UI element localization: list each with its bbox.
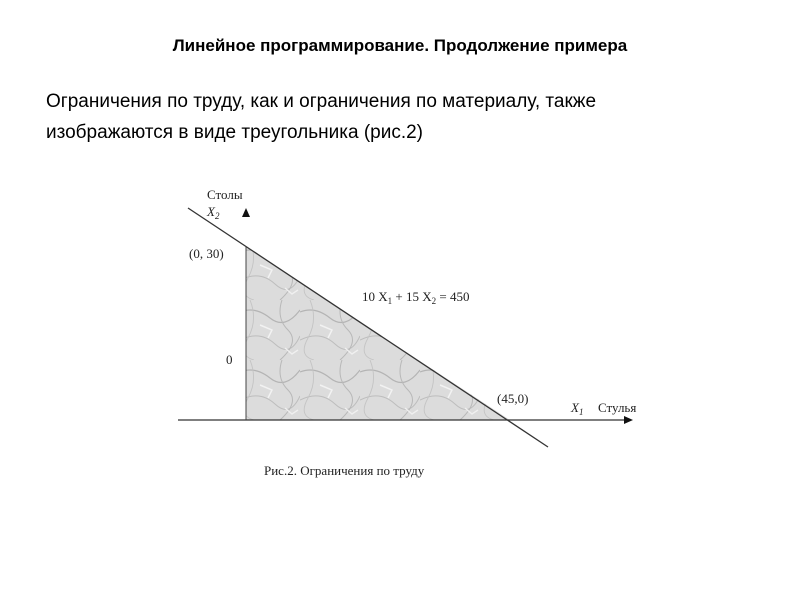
y-axis-arrow-icon [242, 208, 250, 217]
y-axis-symbol-label: $X_2$ [207, 204, 220, 221]
x-axis-arrow-icon [624, 416, 633, 424]
figure-caption: Рис.2. Ограничения по труду [264, 463, 425, 478]
origin-label: 0 [226, 352, 233, 367]
x-axis-word-label: Стулья [598, 400, 637, 415]
slide-title: Линейное программирование. Продолжение примера [172, 36, 628, 55]
body-text-line-2: изображаются в виде треугольника (рис.2) [46, 122, 424, 143]
y-axis-word-label: Столы [207, 187, 243, 202]
y-intercept-label: (0, 30) [189, 246, 224, 261]
x-intercept-label: (45,0) [497, 391, 529, 406]
x-axis-symbol-label: $X_1$ [571, 400, 584, 417]
constraint-equation-label: 10 $X_1 + 15$ $X_2 = 450$ [362, 289, 470, 306]
body-text-line-1: Ограничения по труду, как и ограничения по материалу, также [46, 91, 597, 112]
